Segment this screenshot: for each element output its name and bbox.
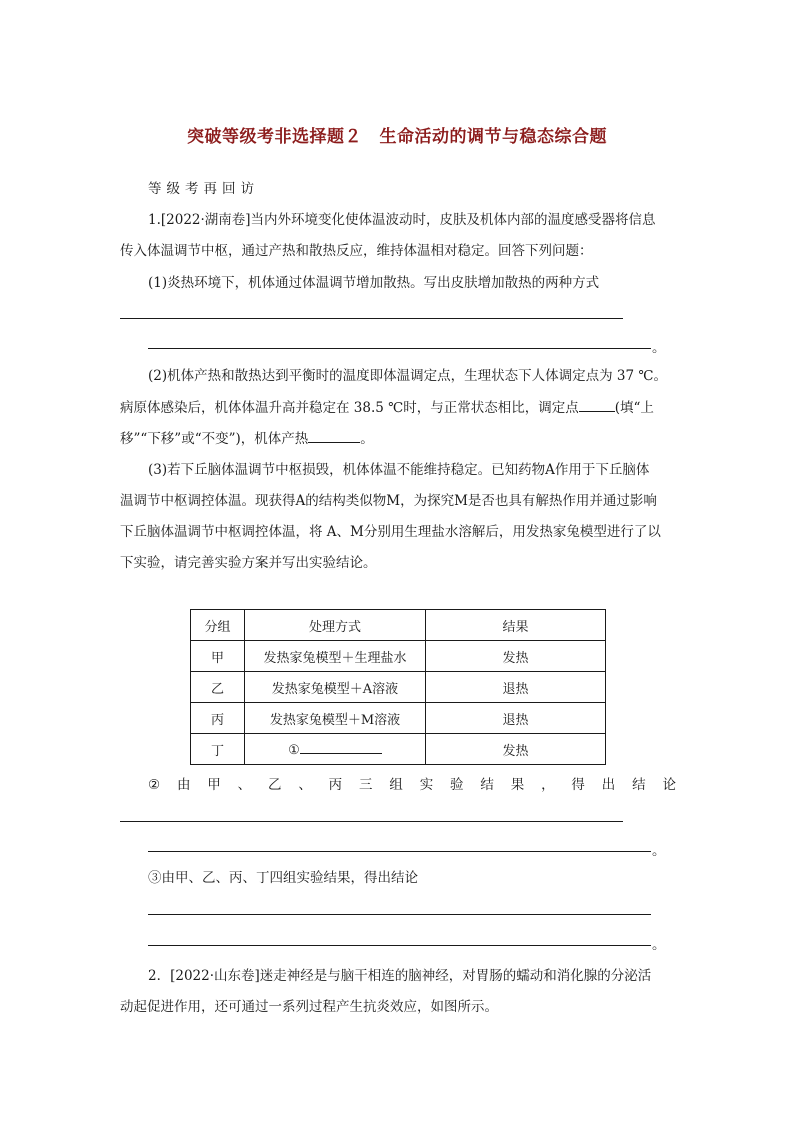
q1-part3-line3: 下丘脑体温调节中枢调控体温，将 A、M分别用生理盐水溶解后，用发热家兔模型进行了以 — [120, 524, 661, 540]
table-cell-result: 退热 — [426, 672, 606, 703]
answer-line[interactable] — [148, 945, 651, 946]
answer-line[interactable] — [148, 851, 651, 852]
conclusion2-char: 论 — [662, 777, 676, 793]
q1-part3-line2: 温调节中枢调控体温。现获得A的结构类似物M，为探究M是否也具有解热作用并通过影响 — [120, 493, 657, 509]
conclusion2-char: 实 — [419, 777, 434, 793]
answer-line[interactable] — [148, 348, 651, 349]
q1-part2-line3-text: 移”“下移”或“不变”)，机体产热 — [120, 431, 309, 447]
period-mark: 。 — [652, 937, 666, 953]
table-cell-group: 甲 — [191, 641, 245, 672]
table-header: 分组 — [191, 610, 245, 641]
table-cell-group: 丙 — [191, 703, 245, 734]
blank-marker: ① — [288, 742, 300, 758]
conclusion2-char: ② — [148, 777, 161, 793]
table-cell-group: 丁 — [191, 734, 245, 765]
table-cell-result: 退热 — [426, 703, 606, 734]
q1-part3-line4: 下实验，请完善实验方案并写出实验结论。 — [120, 555, 377, 571]
table-cell-treatment: 发热家兔模型＋M溶液 — [245, 703, 426, 734]
table-header-row — [191, 610, 606, 641]
answer-line[interactable] — [120, 821, 623, 822]
q1-part2-line1: (2)机体产热和散热达到平衡时的温度即体温调定点，生理状态下人体调定点为 37 ℃。 — [148, 368, 667, 384]
q1-part2-line2-text: 病原体感染后，机体体温升高并稳定在 38.5 ℃时，与正常状态相比，调定点 — [120, 400, 579, 416]
q1-intro-line2: 传入体温调节中枢，通过产热和散热反应，维持体温相对稳定。回答下列问题： — [120, 243, 593, 259]
conclusion2-char: 、 — [237, 777, 252, 793]
period-mark: 。 — [652, 843, 666, 859]
experiment-table — [190, 609, 606, 765]
heat-production-blank[interactable] — [308, 428, 360, 443]
table-row — [191, 672, 606, 703]
conclusion2-line — [148, 775, 676, 795]
table-cell-treatment: 发热家兔模型＋生理盐水 — [245, 641, 426, 672]
conclusion2-char: 丙 — [328, 777, 343, 793]
conclusion3-text: ③由甲、乙、丙、丁四组实验结果，得出结论 — [148, 870, 418, 886]
q2-line1: 2．[2022·山东卷]迷走神经是与脑干相连的脑神经，对胃肠的蠕动和消化腺的分泌活 — [148, 968, 652, 984]
table-header: 结果 — [426, 610, 606, 641]
q1-part2-line2-hint: (填“上 — [614, 400, 654, 416]
conclusion2-char: 乙 — [267, 777, 282, 793]
q1-part2-line3-end: 。 — [360, 431, 374, 447]
table-header: 处理方式 — [245, 610, 426, 641]
q2-line2: 动起促进作用，还可通过一系列过程产生抗炎效应，如图所示。 — [120, 999, 498, 1015]
q1-part1-text: (1)炎热环境下，机体通过体温调节增加散热。写出皮肤增加散热的两种方式 — [148, 275, 600, 291]
q1-part2-line3 — [120, 428, 374, 449]
table-cell-treatment — [245, 734, 426, 765]
table-cell-group: 乙 — [191, 672, 245, 703]
table-cell-result: 发热 — [426, 641, 606, 672]
q1-part2-line2 — [120, 397, 654, 418]
table-cell-result: 发热 — [426, 734, 606, 765]
conclusion2-char: 、 — [298, 777, 312, 793]
conclusion2-char: 由 — [176, 777, 191, 793]
treatment-blank[interactable] — [300, 741, 382, 754]
conclusion2-char: 出 — [601, 777, 616, 793]
conclusion2-char: 果 — [510, 777, 525, 793]
answer-line[interactable] — [120, 318, 623, 319]
table-row — [191, 641, 606, 672]
conclusion2-char: 组 — [389, 777, 403, 793]
table-row — [191, 734, 606, 765]
q1-part3-line1: (3)若下丘脑体温调节中枢损毁，机体体温不能维持稳定。已知药物A作用于下丘脑体 — [148, 462, 650, 478]
setpoint-blank[interactable] — [579, 397, 615, 412]
table-cell-treatment: 发热家兔模型＋A溶液 — [245, 672, 426, 703]
answer-line[interactable] — [148, 914, 651, 915]
conclusion2-char: 甲 — [207, 777, 221, 793]
conclusion2-char: 验 — [450, 777, 464, 793]
conclusion2-char: 结 — [480, 777, 494, 793]
conclusion2-char: 得 — [571, 777, 585, 793]
section-label: 等级考再回访 — [148, 181, 259, 197]
q1-intro-line1: 1.[2022·湖南卷]当内外环境变化使体温波动时，皮肤及机体内部的温度感受器将信息 — [148, 212, 656, 228]
table-row — [191, 703, 606, 734]
period-mark: 。 — [652, 340, 666, 356]
conclusion2-char: 三 — [359, 777, 373, 793]
conclusion2-char: ， — [541, 777, 555, 793]
conclusion2-char: 结 — [632, 777, 646, 793]
page-title: 突破等级考非选择题２ 生命活动的调节与稳态综合题 — [187, 127, 607, 147]
